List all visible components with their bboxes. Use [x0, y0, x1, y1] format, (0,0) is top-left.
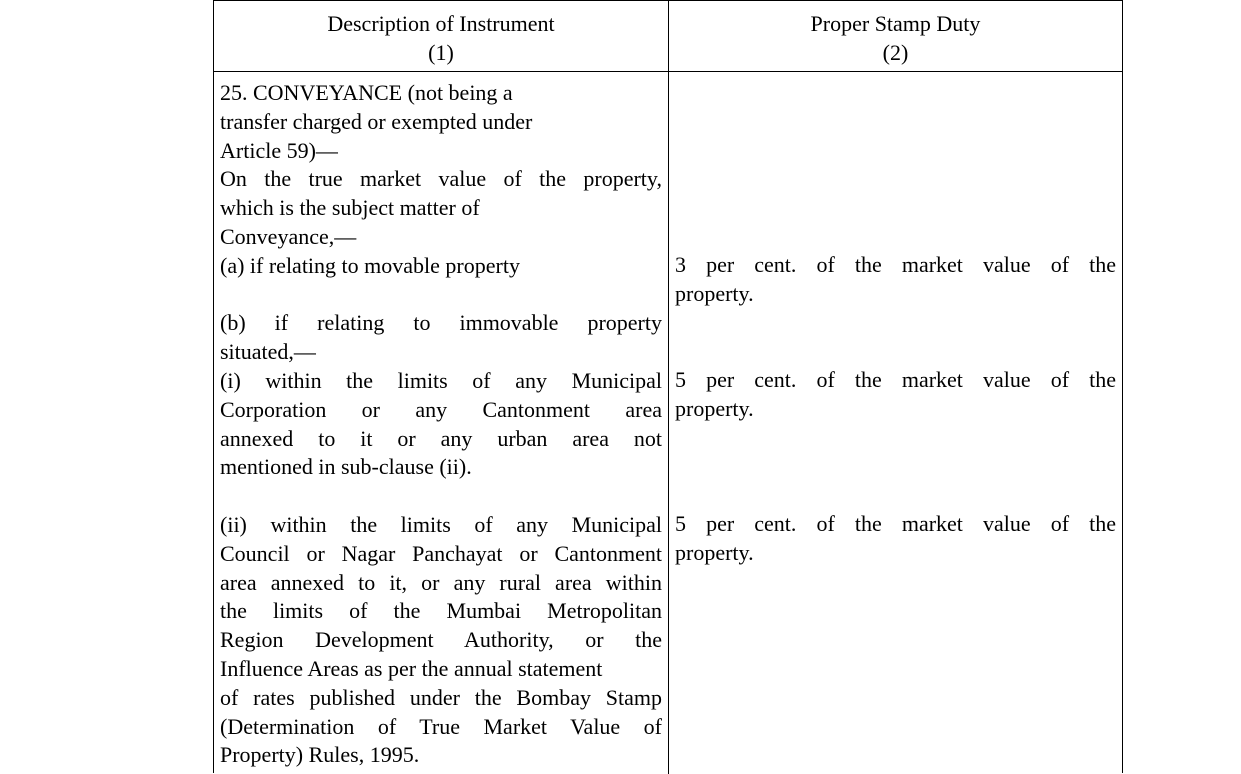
subclause-i-line: (i) within the limits of any Municipal — [220, 367, 662, 393]
duty-a-line: property. — [675, 280, 754, 306]
subclause-ii-line: Council or Nagar Panchayat or Cantonment — [220, 540, 662, 566]
duty-i-line: property. — [675, 395, 754, 421]
article-heading-line: transfer charged or exempted under — [220, 108, 533, 134]
header-description — [214, 9, 668, 67]
duty-ii-line: property. — [675, 539, 754, 565]
duty-ii-line: 5 per cent. of the market value of the — [675, 511, 1116, 537]
subclause-ii-line: the limits of the Mumbai Metropolitan — [220, 598, 662, 624]
column-divider — [668, 1, 669, 774]
article-heading-line: Article 59)— — [220, 137, 338, 163]
header-stamp-duty-number: (2) — [882, 40, 909, 65]
stamp-duty-table — [213, 0, 1123, 773]
subclause-ii-line: Region Development Authority, or the — [220, 627, 662, 653]
subclause-ii-line: (Determination of True Market Value of — [220, 713, 662, 739]
intro-line: On the true market value of the property, — [220, 166, 662, 192]
subclause-ii-line: area annexed to it, or any rural area within — [220, 569, 662, 595]
header-description-title: Description of Instrument — [327, 11, 555, 36]
subclause-i-line: Corporation or any Cantonment area — [220, 396, 662, 422]
duty-a-line: 3 per cent. of the market value of the — [675, 252, 1116, 277]
header-stamp-duty-title: Proper Stamp Duty — [810, 11, 981, 36]
subclause-i-line: annexed to it or any urban area not — [220, 425, 662, 451]
description-column — [220, 79, 662, 770]
article-heading-line: 25. CONVEYANCE (not being a — [220, 80, 513, 105]
subclause-ii-line: Property) Rules, 1995. — [220, 742, 420, 768]
clause-b-line: situated,— — [220, 339, 316, 365]
subclause-ii-line: of rates published under the Bombay Stamp — [220, 684, 662, 710]
intro-line: which is the subject matter of — [220, 195, 480, 221]
header-description-number: (1) — [428, 40, 454, 65]
subclause-ii-line: Influence Areas as per the annual statement — [220, 655, 603, 681]
clause-b-line: (b) if relating to immovable property — [220, 310, 662, 336]
duty-column — [675, 251, 1116, 568]
duty-i-line: 5 per cent. of the market value of the — [675, 367, 1116, 393]
header-divider — [214, 71, 1122, 72]
subclause-i-line: mentioned in sub-clause (ii). — [220, 454, 472, 480]
intro-line: Conveyance,— — [220, 223, 357, 249]
subclause-ii-line: (ii) within the limits of any Municipal — [220, 511, 662, 537]
header-stamp-duty — [669, 9, 1122, 67]
clause-a-line: (a) if relating to movable property — [220, 252, 520, 278]
